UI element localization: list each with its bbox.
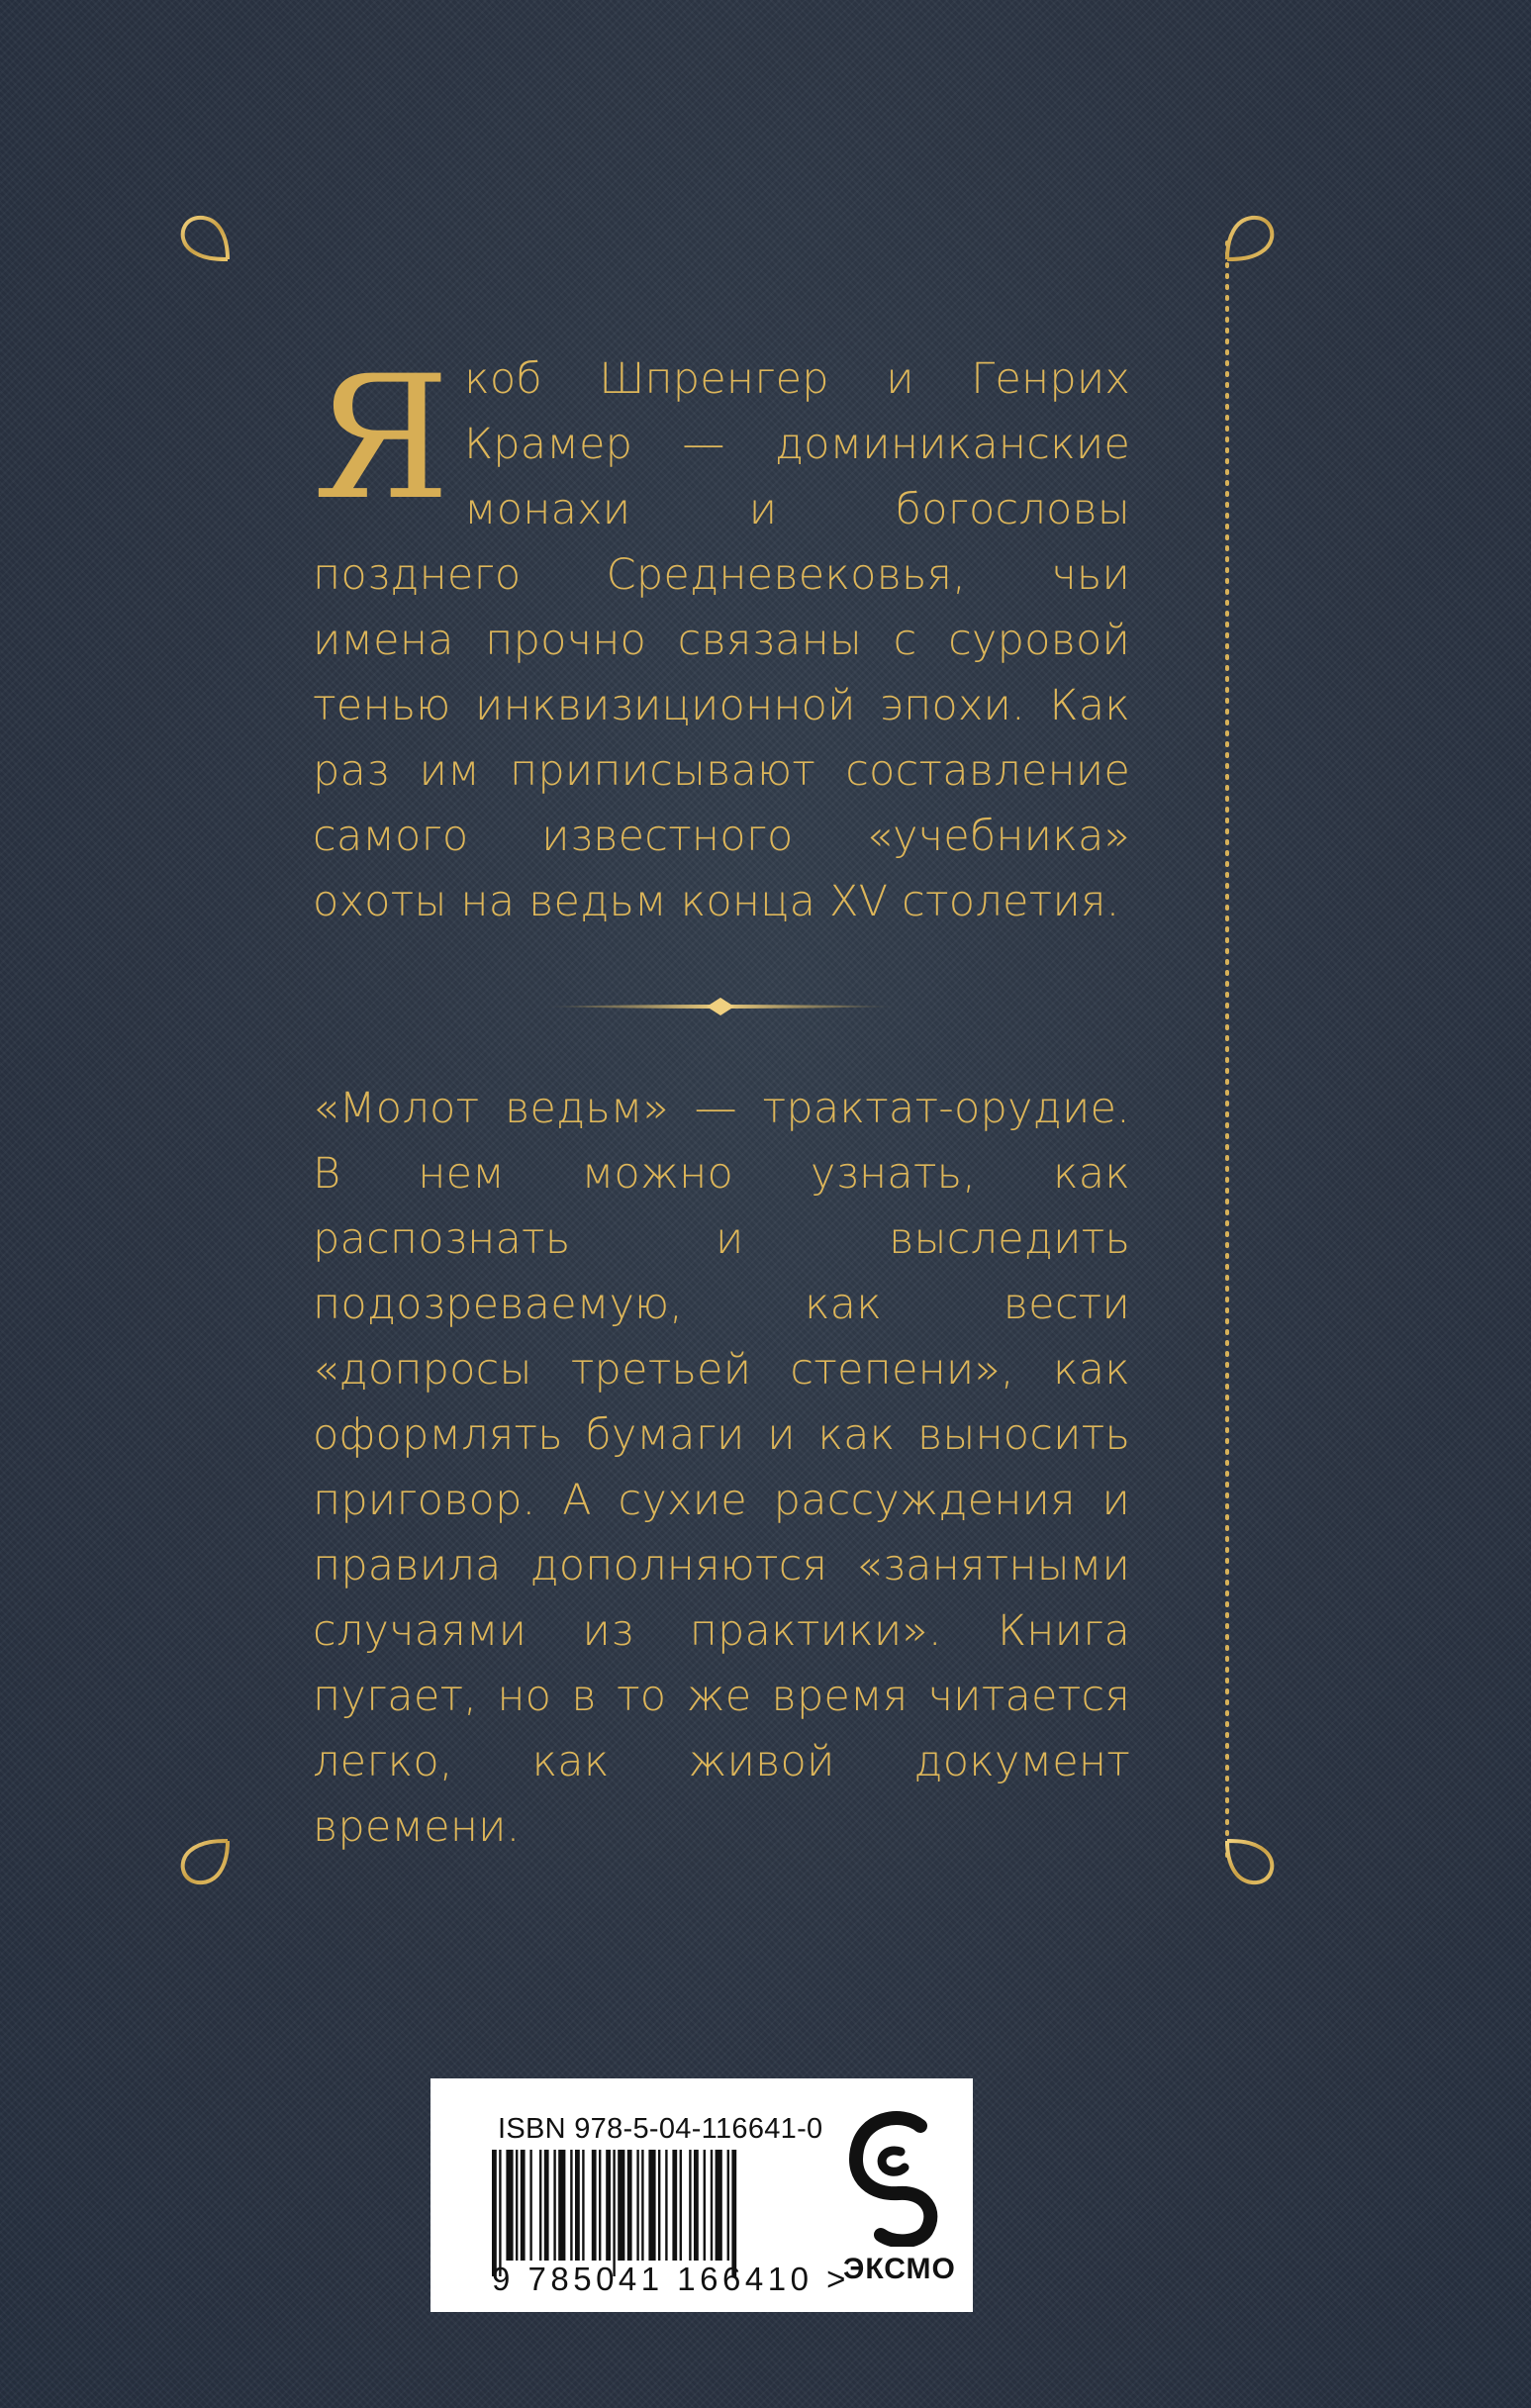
barcode-bar [694, 2150, 699, 2261]
barcode-bar [711, 2150, 713, 2261]
barcode-bar [672, 2150, 677, 2261]
description-paragraph-1 [313, 338, 1130, 934]
barcode-bar [506, 2150, 513, 2261]
barcode-bar [553, 2150, 555, 2261]
barcode-bar [618, 2150, 624, 2261]
barcode-bar [704, 2150, 706, 2261]
barcode-bar [606, 2150, 611, 2261]
barcode-bar [599, 2150, 601, 2261]
barcode-bar [516, 2150, 518, 2261]
barcode-bar [627, 2150, 632, 2261]
publisher-name: ЭКСМО [843, 2253, 956, 2285]
paragraph-1-text: коб Шпренгер и Генрих Крамер — доминиканские монахи и богословы позднего Средневековья, чьи имена прочно связаны с суровой тенью инквизиционной эпохи. Как раз им приписывают составление самого известного «учебника» охоты на ведьм конца XV столетия. [313, 354, 1130, 926]
barcode-bar [731, 2150, 736, 2276]
barcode-bar [570, 2150, 572, 2261]
frame-corner-bottom-right [1227, 1841, 1272, 1882]
frame-corner-top-right [1227, 218, 1272, 259]
barcode-bar [727, 2150, 729, 2261]
barcode-bar [648, 2150, 655, 2261]
barcode-bar [716, 2150, 722, 2261]
description-paragraph-2: «Молот ведьм» — трактат-орудие. В нем можно узнать, как распознать и выследить подозреваемую, как вести «допросы третьей степени», как оформлять бумаги и как выносить приговор. А сухие рассуждения и правила дополняются «занятными случаями из практики». Книга пугает, но в то же время читается легко, как живой документ времени. [313, 1084, 1130, 1852]
barcode-bar [689, 2150, 691, 2261]
barcode-bar [521, 2150, 526, 2261]
drop-cap-letter: Я [313, 338, 451, 537]
frame-corner-bottom-left [183, 1841, 228, 1882]
eksmo-logo-icon [843, 2108, 952, 2247]
barcode-bars [492, 2150, 828, 2276]
barcode-bar [544, 2150, 549, 2261]
barcode-digits: 9 785041 166410 > [492, 2261, 850, 2297]
barcode-bar [539, 2150, 541, 2261]
ornamental-divider [542, 996, 899, 1017]
barcode-bar [665, 2150, 667, 2261]
frame-corner-top-left [183, 218, 228, 259]
barcode-bar [680, 2150, 682, 2261]
barcode-bar [499, 2150, 501, 2276]
barcode-panel [431, 2078, 973, 2312]
barcode-bar [558, 2150, 565, 2261]
barcode-bar [636, 2150, 638, 2261]
barcode-bar [641, 2150, 643, 2261]
barcode-bar [582, 2150, 584, 2261]
barcode-bar [529, 2150, 531, 2261]
barcode-bar [492, 2150, 497, 2276]
barcode-bar [613, 2150, 615, 2276]
barcode-bar [658, 2150, 660, 2261]
barcode-bar [592, 2150, 597, 2261]
isbn-label: ISBN 978-5-04-116641-0 [498, 2113, 823, 2145]
barcode-bar [575, 2150, 580, 2261]
